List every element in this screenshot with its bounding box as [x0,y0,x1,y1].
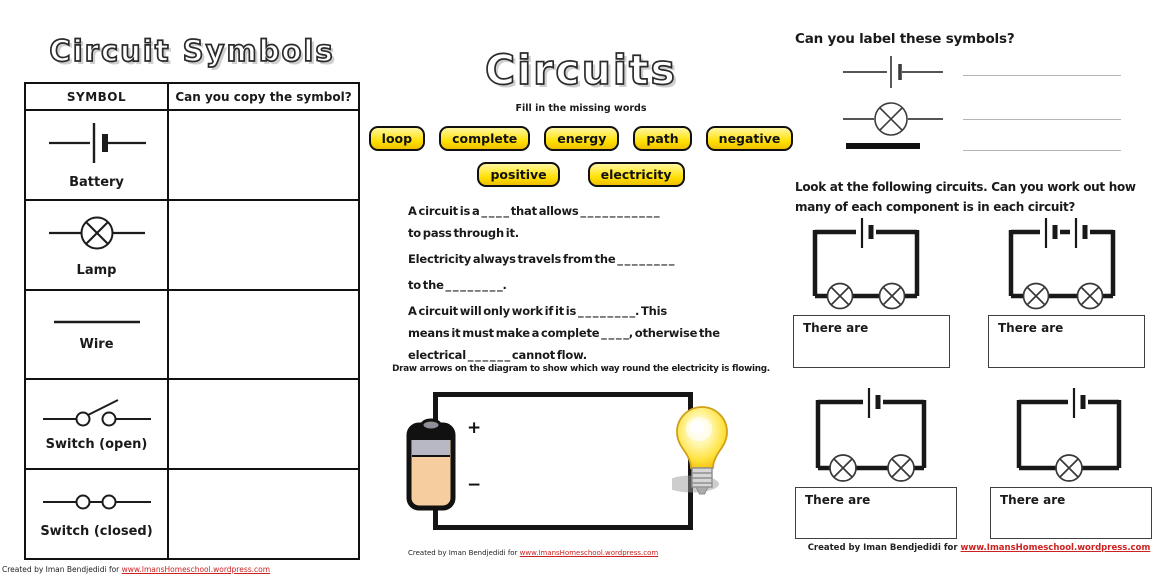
answer-box [795,487,957,539]
page-title-circuits: Circuits [485,46,677,94]
word-tile: negative [706,126,794,151]
battery-clipart [404,414,458,512]
word-bank-row-2 [390,162,772,187]
credit-footer [408,549,658,557]
table-row [26,380,358,470]
lamp-symbol-icon [843,98,943,140]
credit-link[interactable]: www.ImansHomeschool.wordpress.com [121,565,271,574]
circuits-heading-line2: many of each component is in each circuit? [795,200,1076,214]
credit-text: Created by Iman Bendjedidi for [2,565,122,574]
answer-box [990,487,1152,539]
answer-line [963,150,1121,151]
word-bank-row-1 [381,126,781,151]
credit-link[interactable]: www.ImansHomeschool.wordpress.com [519,549,659,557]
credit-text: Created by Iman Bendjedidi for [408,549,520,557]
answer-box-label: There are [1000,493,1066,507]
paragraph-line: A circuit is a _ _ _ _ that allows _ _ _ _ _ _ _ _ _ _ _ [408,204,660,218]
word-tile: loop [369,126,425,151]
wire-symbol-icon [846,143,920,149]
credit-footer [2,565,270,574]
circuit-diagram-1 [810,216,922,310]
symbol-label: Switch (closed) [40,524,153,540]
table-header-symbol: SYMBOL [26,84,169,109]
table-header-copy: Can you copy the symbol? [175,89,352,104]
circuit-diagram-4 [1014,386,1124,482]
paragraph-line: means it must make a complete _ _ _ _, otherwise the [408,326,720,340]
page-title-circuit-symbols: Circuit Symbols [49,34,335,68]
circuit-loop-wire [433,392,693,530]
symbol-label: Battery [69,174,124,190]
copy-answer-cell [169,111,358,199]
lamp-symbol-icon [47,212,147,254]
credit-footer [793,543,1165,553]
answer-box [988,315,1145,368]
fill-in-paragraphs [408,200,748,366]
copy-answer-cell [169,470,358,558]
paragraph-line: electrical _ _ _ _ _ _ cannot flow. [408,348,587,362]
symbol-label: Wire [79,337,114,353]
battery-symbol-icon [843,54,943,90]
wire-symbol-icon [47,316,147,328]
word-tile: energy [544,126,619,151]
word-tile: electricity [588,162,685,187]
answer-line [963,119,1121,120]
light-bulb-clipart [672,404,732,506]
answer-box [793,315,950,368]
table-row [26,201,358,291]
battery-minus-sign: − [467,475,482,495]
answer-box-label: There are [803,321,869,335]
word-tile: positive [477,162,559,187]
table-header-row [26,84,358,111]
symbols-table [24,82,360,560]
credit-text: Created by Iman Bendjedidi for [807,543,961,553]
switch-closed-symbol-icon [42,489,152,515]
circuit-diagram-3 [813,386,929,482]
paragraph-line: Electricity always travels from the _ _ _ _ _ _ _ _ [408,252,675,266]
symbol-label: Lamp [76,262,117,278]
table-row [26,111,358,201]
paragraph-line: to the _ _ _ _ _ _ _ _. [408,278,507,292]
battery-plus-sign: + [467,418,482,438]
fill-in-subtitle: Fill in the missing words [515,103,647,114]
answer-line [963,75,1121,76]
word-tile: path [633,126,691,151]
battery-symbol-icon [47,120,147,166]
switch-open-symbol-icon [42,396,152,428]
credit-link[interactable]: www.ImansHomeschool.wordpress.com [960,543,1151,553]
copy-answer-cell [169,380,358,468]
table-row [26,291,358,381]
symbol-label: Switch (open) [45,437,148,453]
paragraph-line: to pass through it. [408,226,519,240]
word-tile: complete [439,126,530,151]
answer-box-label: There are [805,493,871,507]
copy-answer-cell [169,201,358,289]
table-row [26,470,358,558]
answer-box-label: There are [998,321,1064,335]
draw-arrows-instruction: Draw arrows on the diagram to show which way round the electricity is flowing. [392,364,770,374]
paragraph-line: A circuit will only work if it is _ _ _ _ _ _ _ _. This [408,304,668,318]
label-symbols-heading: Can you label these symbols? [795,31,1015,47]
circuit-diagram-2 [1006,216,1118,310]
circuits-heading-line1: Look at the following circuits. Can you work out how [795,180,1136,194]
copy-answer-cell [169,291,358,379]
